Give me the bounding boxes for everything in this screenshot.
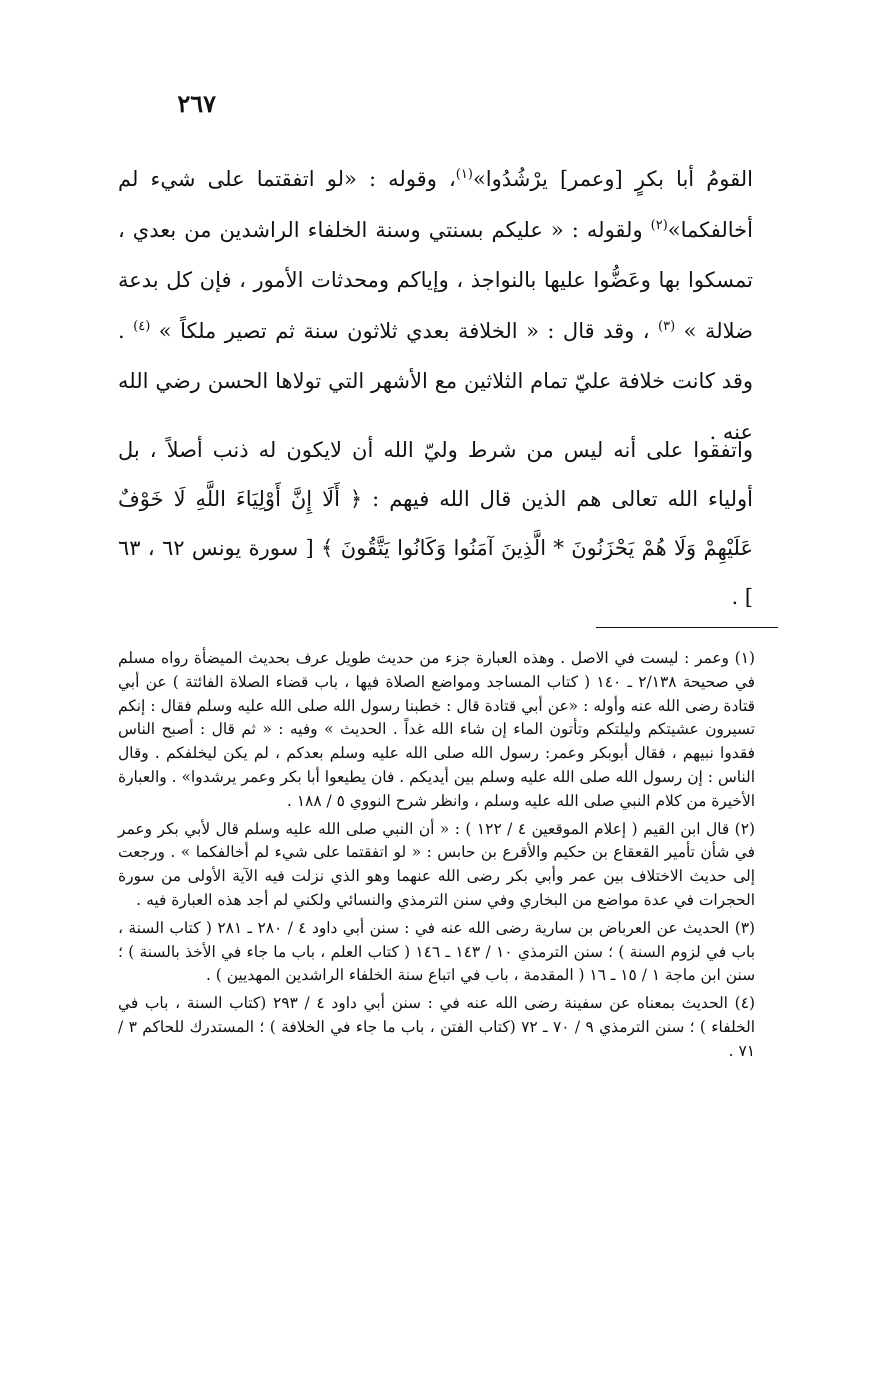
footnote-1: (١) وعمر : ليست في الاصل . وهذه العبارة جزء من حديث طويل عرف بحديث الميضأة رواه مسلم في صحيحة ٢/١٣٨ ـ ١٤٠ ( كتاب المساجد ومواضع الصلاة فيها ، باب قضاء الصلاة الفائتة ) عن أبي قتادة رضى الله عنه وأوله : «عن أبي قتادة قال : خطبنا رسول الله صلى الله عليه وسلم فقال : إنكم تسيرون عشيتكم وليلتكم وتأتون الماء إن شاء الله غداً . الحديث » وفيه : « ثم قال : أصبح الناس فقدوا نبيهم ، فقال أبوبكر وعمر: رسول الله صلى الله عليه وسلم بعدكم ، لم يكن ليخلفكم . وقال الناس : إن رسول الله صلى الله عليه وسلم بين أيديكم . فان يطيعوا أبا بكر وعمر يرشدوا» . والعبارة الأخيرة من كلام النبي صلى الله عليه وسلم ، وانظر شرح النووي ٥ / ١٨٨ . [118,649,755,810]
footnote-2: (٢) قال ابن القيم ( إعلام الموقعين ٤ / ١٢٢ ) : « أن النبي صلى الله عليه وسلم قال لأبي بكر وعمر في شأن تأمير القعقاع بن حكيم والأقرع بن حابس : « لو اتفقتما على شيء لم أخالفكما » . ورجعت إلى حديث الاختلاف بين عمر وأبي بكر رضى الله عنهما وهو الذي نزلت فيه الآية الأولى من سورة الحجرات في عدة مواضع من البخاري وفي سنن الترمذي والنسائي ولكني لم أجد هذه العبارة فيه . [118,819,755,909]
paragraph-1-part-5: . وقد كانت خلافة عليّ تمام الثلاثين مع الأشهر التي تولاها الحسن رضي الله عنه . [118,318,753,444]
footnotes [118,647,755,1068]
paragraph-2-text: واتفقوا على أنه ليس من شرط وليّ الله أن لايكون له ذنب أصلاً ، بل أولياء الله تعالى هم الذين قال الله فيهم : ﴿ أَلَا إِنَّ أَوْلِيَاءَ اللَّهِ لَا خَوْفٌ عَلَيْهِمْ وَلَا هُمْ يَحْزَنُونَ * الَّذِينَ آمَنُوا وَكَانُوا يَتَّقُونَ ﴾ [ سورة يونس ٦٢ ، ٦٣ ] . [118,438,753,609]
main-text [118,154,753,457]
paragraph-1-part-3: ولقوله : « عليكم بسنتي وسنة الخلفاء الراشدين من بعدي ، تمسكوا بها وعَضُّوا عليها بالنواجذ ، وإياكم ومحدثات الأمور ، فإن كل بدعة ضلالة » [118,217,753,343]
footnote-ref-4[interactable]: (٤) [133,318,151,334]
footnote-ref-1[interactable]: (١) [455,167,473,182]
footnote-ref-2[interactable]: (٢) [650,217,668,233]
footnote-4: (٤) الحديث بمعناه عن سفينة رضى الله عنه في : سنن أبي داود ٤ / ٢٩٣ (كتاب السنة ، باب في الخلفاء ) ؛ سنن الترمذي ٩ / ٧٠ ـ ٧٢ (كتاب الفتن ، باب ما جاء في الخلافة ) ؛ المستدرك للحاكم ٣ / ٧١ . [118,994,756,1060]
footnote-3: (٣) الحديث عن العرباض بن سارية رضى الله عنه في : سنن أبي داود ٤ / ٢٨٠ ـ ٢٨١ ( كتاب السنة ، باب في لزوم السنة ) ؛ سنن الترمذي ١٠ / ١٤٣ ـ ١٤٦ ( كتاب العلم ، باب ما جاء في الأخذ بالسنة ) ؛ سنن ابن ماجة ١ / ١٥ ـ ١٦ ( المقدمة ، باب في اتباع سنة الخلفاء الراشدين المهديين ) . [118,918,755,985]
paragraph-1-part-4: ، وقد قال : « الخلافة بعدي ثلاثون سنة ثم تصير ملكاً » [158,318,650,343]
footnote-divider [596,627,778,628]
footnote-ref-3[interactable]: (٣) [658,318,676,334]
paragraph-1-part-2: ، وقوله : «لو اتفقتما على شيء لم أخالفكما» [118,167,754,242]
paragraph-1-part-1: القومُ أبا بكرٍ [وعمر] يرْشُدُوا» [472,167,753,191]
page-number: ٢٦٧ [177,89,216,118]
paragraph-1-text [118,154,753,457]
paragraph-2 [118,426,753,622]
paragraph-1 [118,154,753,457]
